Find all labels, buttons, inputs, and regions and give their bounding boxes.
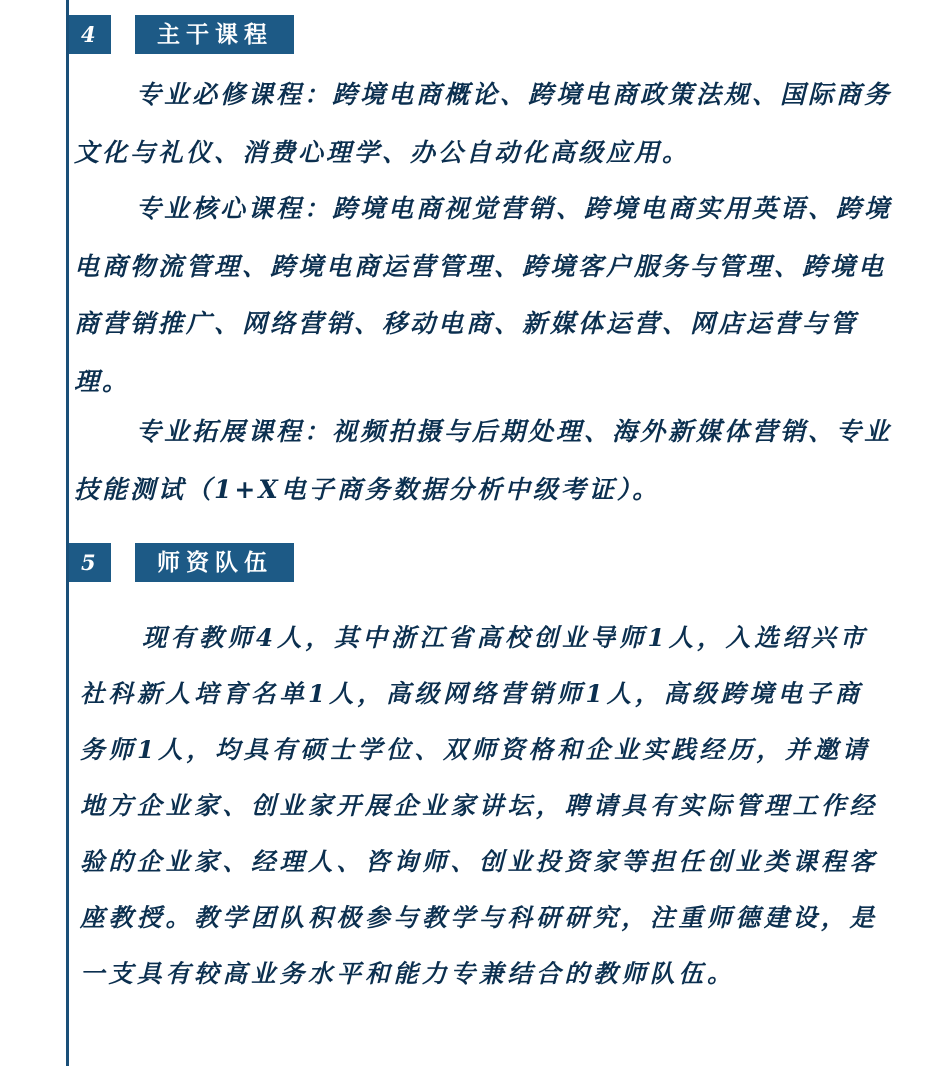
faculty-paragraph: 现有教师4人，其中浙江省高校创业导师1人，入选绍兴市社科新人培育名单1人，高级网络营销师1人，高级跨境电子商务师1人，均具有硕士学位、双师资格和企业实践经历，并邀请地方企业家、创业家开展企业家讲坛，聘请具有实际管理工作经验的企业家、经理人、咨询师、创业投资家等担任创业类课程客座教授。教学团队积极参与教学与科研研究，注重师德建设，是一支具有较高业务水平和能力专兼结合的教师队伍。 bbox=[80, 623, 878, 988]
paragraph-text: 跨境电商视觉营销、跨境电商实用英语、跨境电商物流管理、跨境电商运营管理、跨境客户服务与管理、跨境电商营销推广、网络营销、移动电商、新媒体运营、网店运营与管理。 bbox=[74, 194, 893, 396]
paragraph-label: 专业必修课程： bbox=[136, 80, 333, 109]
paragraph-text: 跨境电商概论、跨境电商政策法规、国际商务文化与礼仪、消费心理学、办公自动化高级应用。 bbox=[74, 80, 893, 167]
paragraph-required-courses bbox=[74, 66, 904, 181]
paragraph-label: 专业核心课程： bbox=[136, 194, 333, 223]
left-vertical-rule bbox=[66, 0, 69, 1066]
paragraph-extension-courses bbox=[74, 403, 904, 518]
section-number: 5 bbox=[69, 543, 111, 582]
paragraph-label: 专业拓展课程： bbox=[136, 417, 333, 446]
section-title: 主干课程 bbox=[135, 15, 294, 54]
section-title: 师资队伍 bbox=[135, 543, 294, 582]
paragraph-text: 视频拍摄与后期处理、海外新媒体营销、专业技能测试（1+X电子商务数据分析中级考证）。 bbox=[74, 417, 893, 504]
section-number: 4 bbox=[69, 15, 111, 54]
paragraph-core-courses bbox=[74, 180, 904, 410]
